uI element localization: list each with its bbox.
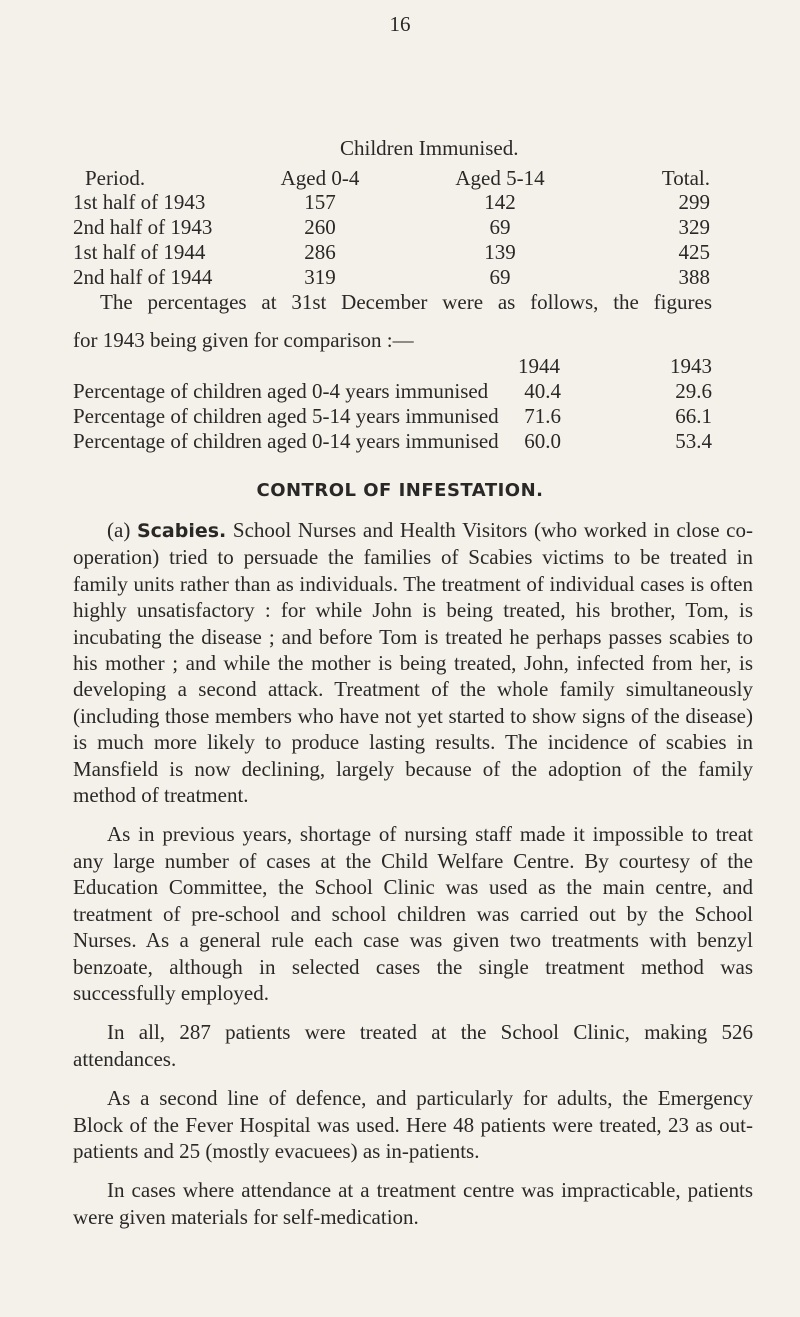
percentages-intro-line-1: The percentages at 31st December were as follows, the figures [100,290,712,314]
table-cell: 286 [304,240,336,264]
body-text [73,517,753,1243]
table-row-period: 1st half of 1944 [73,240,206,264]
table-row-period: 2nd half of 1944 [73,265,213,289]
table-cell: 329 [678,215,710,239]
paragraph: As in previous years, shortage of nursing staff made it impossible to treat any large number of cases at the Child Welfare Centre. By courtesy of the Education Committee, the School Clinic was used as the main centre, and treatment of pre-school and school children was carried out by the School Nurses. As a general rule each case was given two treatments with benzyl benzoate, although in selected cases the single treatment method was successfully employed. [73,822,753,1005]
percentages-intro-line-2: for 1943 being given for comparison :— [73,328,414,352]
table-row-period: 1st half of 1943 [73,190,206,214]
scabies-label: Scabies. [136,520,227,542]
percentage-row-label: Percentage of children aged 5-14 years immunised [73,404,499,428]
percentage-row-label: Percentage of children aged 0-14 years immunised [73,429,499,453]
table-cell: 425 [678,240,710,264]
percentage-value-1944: 71.6 [524,404,561,428]
percentage-value-1944: 60.0 [524,429,561,453]
page-number: 16 [389,12,411,36]
scabies-prefix: (a) [107,518,137,542]
percentage-row-label: Percentage of children aged 0-4 years immunised [73,379,489,403]
table-cell: 142 [484,190,516,214]
column-header-1944: 1944 [518,354,560,378]
table-row-period: 2nd half of 1943 [73,215,213,239]
column-header-aged-0-4: Aged 0-4 [280,166,360,190]
section-heading: CONTROL OF INFESTATION. [256,480,544,501]
percentage-value-1943: 29.6 [675,379,712,403]
table-cell: 260 [304,215,336,239]
table-cell: 319 [304,265,336,289]
table-cell: 299 [678,190,710,214]
paragraph: As a second line of defence, and particularly for adults, the Emergency Block of the Fever Hospital was used. Here 48 patients were treated, 23 as out-patients and 25 (mostly evacuees) as in-patients. [73,1086,753,1163]
column-header-1943: 1943 [670,354,712,378]
table-cell: 69 [489,265,511,289]
scabies-text: School Nurses and Health Visitors (who worked in close co-operation) tried to persuade the families of Scabies victims to be treated in family units rather than as individuals. The treatment of individual cases is often highly unsatisfactory : for while John is being treated, his brother, Tom, is incubating the disease ; and before Tom is treated he perhaps passes scabies to his mother ; and while the mother is being treated, John, infected from her, is developing a second attack. Treatment of the whole family simultaneously (including those members who have not yet started to show signs of the disease) is much more likely to produce lasting results. The incidence of scabies in Mansfield is now declining, largely because of the adoption of the family method of treatment. [73,518,753,808]
table-cell: 388 [678,265,710,289]
percentage-value-1943: 66.1 [675,404,712,428]
percentage-value-1944: 40.4 [524,379,561,403]
column-header-period: Period. [85,166,146,190]
table-cell: 69 [489,215,511,239]
scabies-paragraph [73,517,753,808]
table-cell: 139 [484,240,516,264]
column-header-aged-5-14: Aged 5-14 [455,166,545,190]
table-cell: 157 [304,190,336,214]
paragraph: In cases where attendance at a treatment centre was impracticable, patients were given materials for self-medication. [73,1178,753,1229]
percentage-value-1943: 53.4 [675,429,712,453]
column-header-total: Total. [661,166,710,190]
paragraph: In all, 287 patients were treated at the School Clinic, making 526 attendances. [73,1020,753,1071]
table-group-header: Children Immunised. [340,136,519,160]
